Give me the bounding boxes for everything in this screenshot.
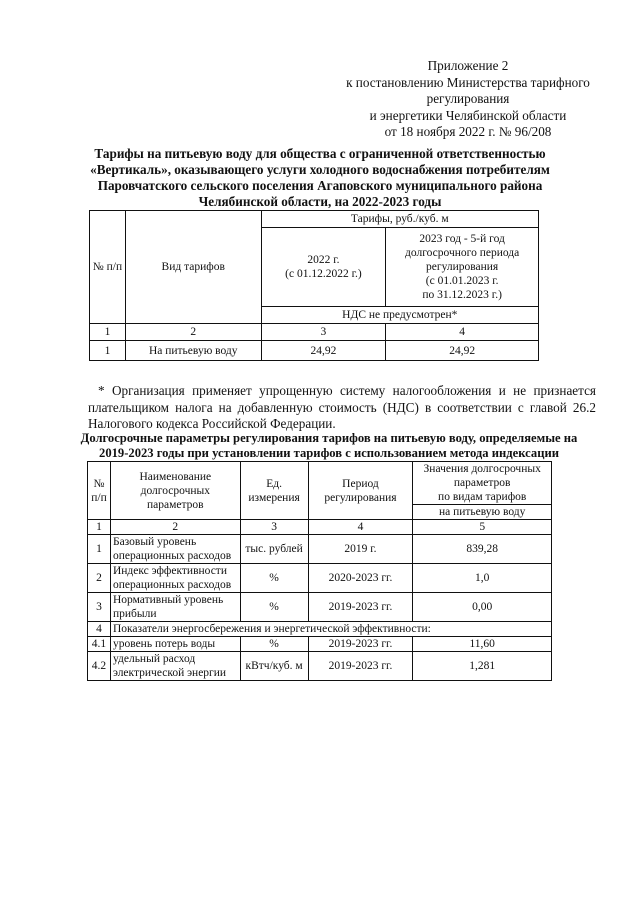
table-row <box>90 341 539 361</box>
row-unit: % <box>240 637 308 652</box>
row-name-line: Нормативный уровень <box>112 594 224 606</box>
header-line: по видам тарифов <box>438 491 527 503</box>
row-name-line: операционных расходов <box>112 550 232 562</box>
footnote <box>88 383 596 433</box>
row-value-2022: 24,92 <box>261 341 386 361</box>
row-value: 839,28 <box>413 535 552 564</box>
row-unit: кВтч/куб. м <box>240 652 308 681</box>
header-num: № п/п <box>90 211 126 324</box>
table-row <box>88 637 552 652</box>
header-line: Значения долгосрочных <box>423 463 541 475</box>
header-line: регулирования <box>324 491 397 504</box>
row-period: 2019 г. <box>308 535 413 564</box>
header-sub: на питьевую воду <box>413 505 552 520</box>
col-num: 3 <box>261 324 386 341</box>
row-num: 3 <box>88 593 111 622</box>
row-unit: % <box>240 564 308 593</box>
row-name-line: операционных расходов <box>112 579 232 591</box>
row-unit: тыс. рублей <box>240 535 308 564</box>
row-name-line: электрической энергии <box>112 667 227 679</box>
table-row <box>88 593 552 622</box>
table-row <box>88 564 552 593</box>
header-line: Ед. <box>266 477 282 490</box>
appendix-line: от 18 ноября 2022 г. № 96/208 <box>384 124 552 139</box>
row-value: 1,0 <box>413 564 552 593</box>
header-2022 <box>261 228 386 307</box>
column-number-row <box>90 324 539 341</box>
header-line: параметров <box>453 477 511 489</box>
row-unit: % <box>240 593 308 622</box>
header-type: Вид тарифов <box>125 211 261 324</box>
header-line: долгосрочных <box>140 484 210 497</box>
header-line: Период <box>342 477 379 490</box>
header-line: измерения <box>248 491 300 504</box>
header-2023-line: долгосрочного периода <box>405 247 520 259</box>
parameters-table <box>87 461 552 681</box>
row-num: 4.1 <box>88 637 111 652</box>
header-values <box>413 462 552 505</box>
header-2023-line: регулирования <box>426 261 499 273</box>
header-line: Наименование <box>139 470 212 483</box>
appendix-block <box>318 58 618 141</box>
row-name <box>110 564 240 593</box>
row-name-line: Индекс эффективности <box>112 565 227 577</box>
header-2023 <box>386 228 539 307</box>
appendix-line: к постановлению Министерства тарифного <box>346 74 590 90</box>
header-line: п/п <box>91 491 107 504</box>
col-num: 2 <box>110 520 240 535</box>
row-value: 0,00 <box>413 593 552 622</box>
row-name <box>110 652 240 681</box>
row-type: На питьевую воду <box>125 341 261 361</box>
col-num: 2 <box>125 324 261 341</box>
row-num: 1 <box>90 341 126 361</box>
row-name-line: прибыли <box>112 608 157 620</box>
row-value: 11,60 <box>413 637 552 652</box>
appendix-line: регулирования <box>426 91 510 106</box>
row-period: 2019-2023 гг. <box>308 637 413 652</box>
row-name <box>110 593 240 622</box>
document-title: Тарифы на питьевую воду для общества с ограниченной ответственностью «Вертикаль», оказывающего услуги холодного водоснабжения потребителям Паровчатского сельского поселения Агаповского муниципального района Челябинской области, на 2022-2023 годы <box>90 146 550 209</box>
row-name-line: Базовый уровень <box>112 536 197 548</box>
appendix-line: и энергетики Челябинской области <box>369 107 567 123</box>
row-section-name: Показатели энергосбережения и энергетической эффективности: <box>110 622 551 637</box>
col-num: 5 <box>413 520 552 535</box>
row-value-2023: 24,92 <box>386 341 539 361</box>
header-line: № <box>93 477 105 490</box>
header-2022-line: 2022 г. <box>307 254 340 266</box>
section-title: Долгосрочные параметры регулирования тарифов на питьевую воду, определяемые на 2019-2023 годы при установлении тарифов с использованием метода индексации <box>80 431 578 460</box>
header-2023-line: (с 01.01.2023 г. <box>425 275 499 287</box>
column-number-row <box>88 520 552 535</box>
appendix-line: Приложение 2 <box>427 58 509 73</box>
header-2023-line: 2023 год - 5-й год <box>419 233 505 245</box>
footnote-text: * Организация применяет упрощенную систему налогообложения и не признается плательщиком налога на добавленную стоимость (НДС) в соответствии с главой 26.2 Налогового кодекса Российской Федерации. <box>88 383 596 431</box>
row-num: 4 <box>88 622 111 637</box>
col-num: 1 <box>90 324 126 341</box>
row-name-line: удельный расход <box>112 653 196 665</box>
col-num: 3 <box>240 520 308 535</box>
row-name: уровень потерь воды <box>110 637 240 652</box>
header-2022-line: (с 01.12.2022 г.) <box>285 268 362 280</box>
row-num: 1 <box>88 535 111 564</box>
row-num: 4.2 <box>88 652 111 681</box>
header-name <box>110 462 240 520</box>
table-row <box>88 652 552 681</box>
header-num <box>88 462 111 520</box>
header-2023-line: по 31.12.2023 г.) <box>422 289 502 301</box>
table-row <box>88 535 552 564</box>
col-num: 4 <box>308 520 413 535</box>
row-name <box>110 535 240 564</box>
header-unit <box>240 462 308 520</box>
header-line: параметров <box>147 498 204 511</box>
header-period <box>308 462 413 520</box>
col-num: 4 <box>386 324 539 341</box>
row-period: 2019-2023 гг. <box>308 593 413 622</box>
tariff-table <box>89 210 539 361</box>
header-vat: НДС не предусмотрен* <box>261 307 538 324</box>
row-num: 2 <box>88 564 111 593</box>
row-period: 2020-2023 гг. <box>308 564 413 593</box>
row-period: 2019-2023 гг. <box>308 652 413 681</box>
row-value: 1,281 <box>413 652 552 681</box>
header-tariffs: Тарифы, руб./куб. м <box>261 211 538 228</box>
table-row <box>88 622 552 637</box>
col-num: 1 <box>88 520 111 535</box>
